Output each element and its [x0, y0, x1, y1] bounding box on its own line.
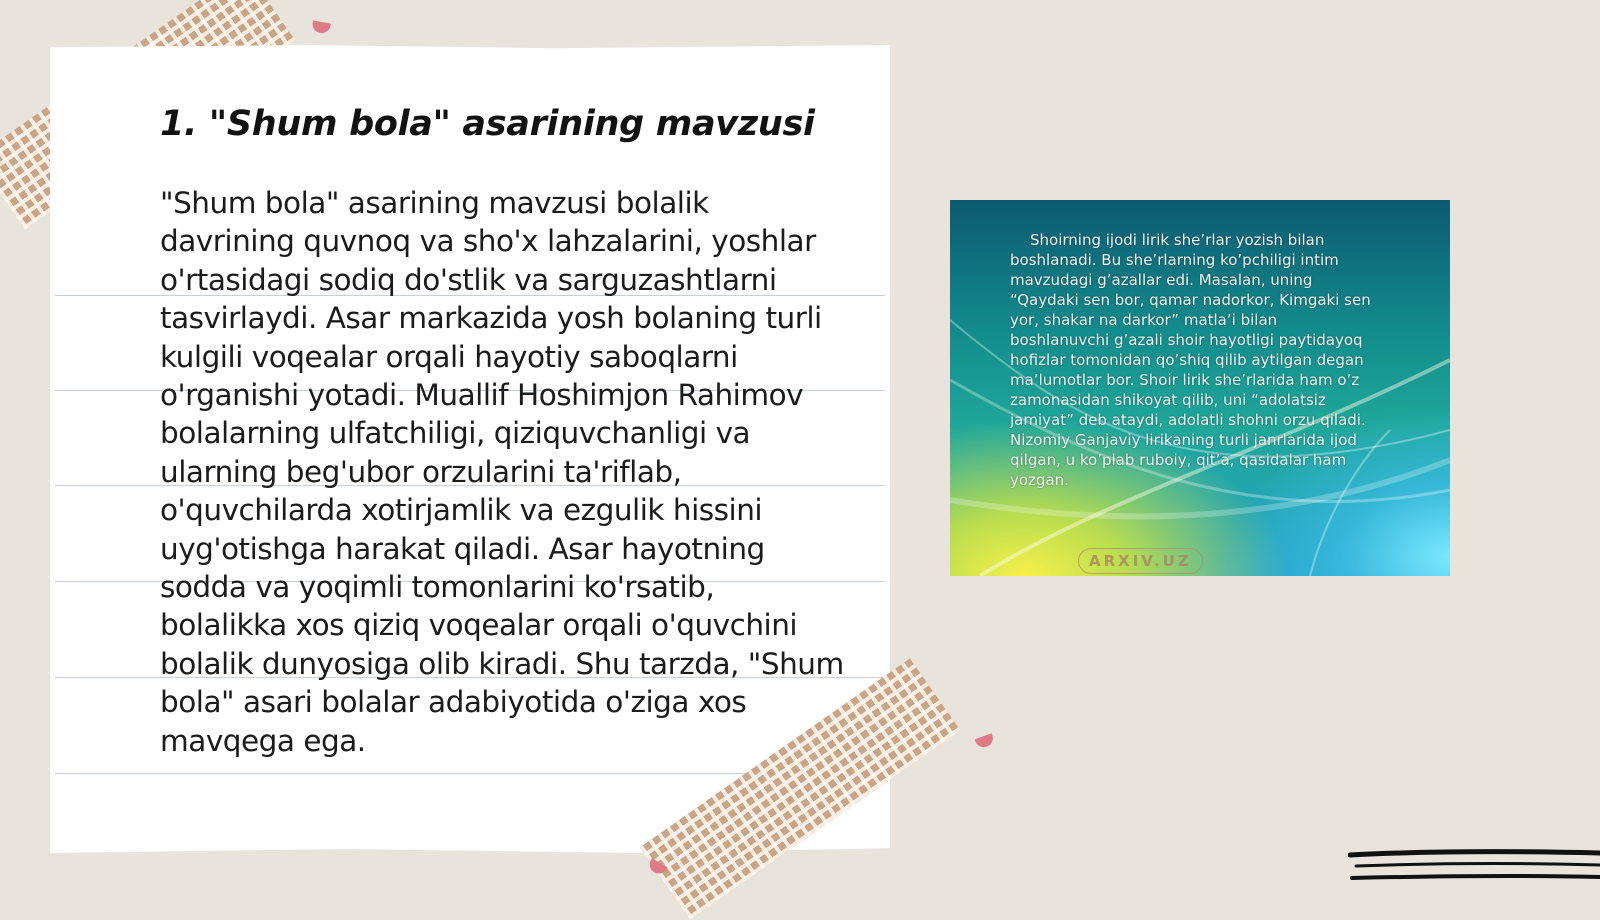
image-caption-text: Shoirning ijodi lirik she’rlar yozish bilan boshlanadi. Bu she’rlarning ko’pchiligi intim mavzudagi g’azallar edi. Masalan, uning “Qaydaki sen bor, qamar nadorkor, Kimgaki sen yor, shakar na darkor” matla’i bilan boshlanuvchi g’azali shoir hayotligi paytidayoq hofizlar tomonidan qo’shiq qilib aytilgan degan ma’lumotlar bor. Shoir lirik she’rlarida ham o’z zamonasidan shikoyat qilib, uni “adolatsiz jamiyat” deb ataydi, adolatli shohni orzu qiladi. Nizomiy Ganjaviy lirikaning turli janrlarida ijod qilgan, u ko’plab ruboiy, qit’a, qasidalar ham yozgan. [1010, 231, 1371, 489]
pushpin-icon [975, 733, 996, 749]
text-screenshot-image [950, 200, 1450, 576]
watermark-logo: ARXIV.UZ [1078, 548, 1203, 574]
pushpin-icon [311, 21, 331, 35]
brush-stroke-decoration [1348, 845, 1600, 885]
slide-body-text: "Shum bola" asarining mavzusi bolalik davrining quvnoq va sho'x lahzalarini, yoshlar o'rtasidagi sodiq do'stlik va sarguzashtlarni tasvirlaydi. Asar markazida yosh bolaning turli kulgili voqealar orqali hayotiy saboqlarni o'rganishi yotadi. Muallif Hoshimjon Rahimov bolalarning ulfatchiligi, qiziquvchanligi va ularning beg'ubor orzularini ta'riflab, o'quvchilarda xotirjamlik va ezgulik hissini uyg'otishga harakat qiladi. Asar hayotning sodda va yoqimli tomonlarini ko'rsatib, bolalikka xos qiziq voqealar orqali o'quvchini bolalik dunyosiga olib kiradi. Shu tarzda, "Shum bola" asari bolalar adabiyotida o'ziga xos mavqega ega. [160, 186, 844, 758]
slide-title: 1. "Shum bola" asarining mavzusi [160, 104, 815, 144]
